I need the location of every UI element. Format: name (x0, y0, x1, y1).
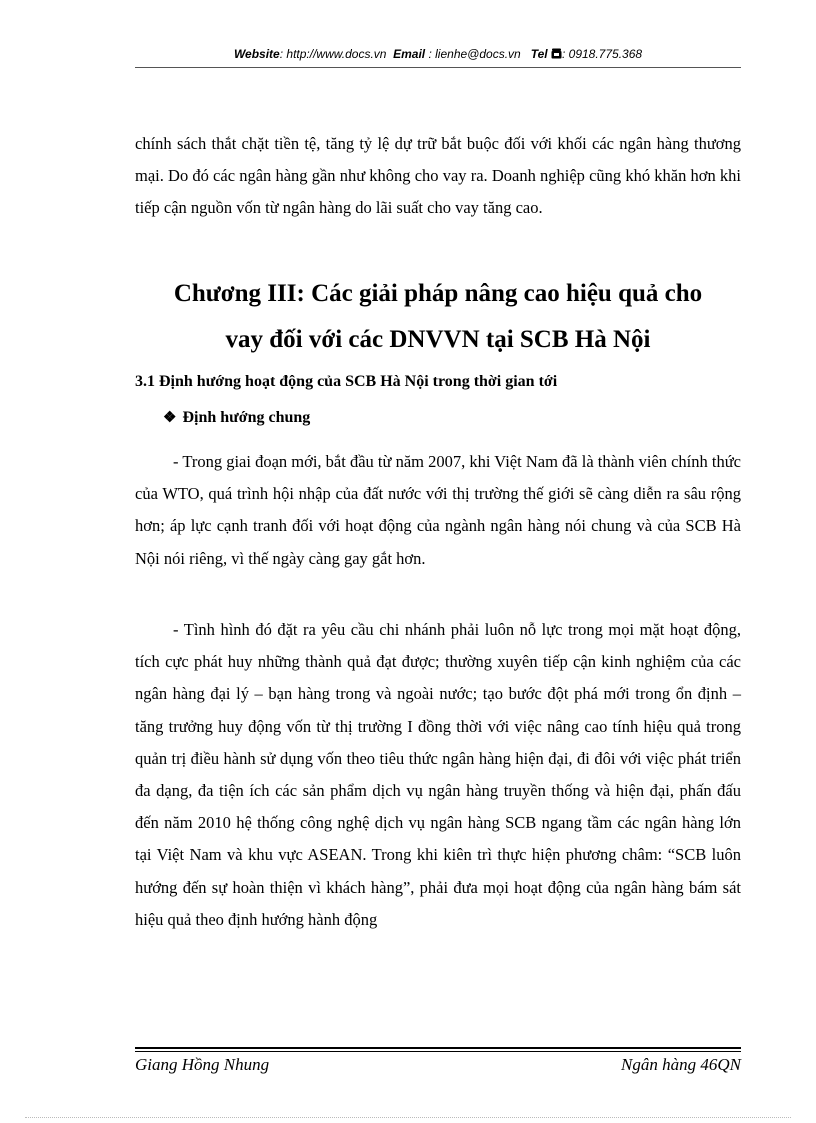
phone-icon (551, 48, 562, 59)
website-label: Website (233, 47, 280, 61)
subsection-heading (163, 408, 310, 427)
footer-rule-thin (135, 1051, 741, 1052)
tel-label: Tel (530, 47, 548, 61)
page-header (135, 47, 741, 61)
website-value: : http://www.docs.vn (279, 47, 387, 61)
chapter-title (135, 274, 741, 360)
footer-class: Ngân hàng 46QN (621, 1055, 741, 1074)
footer-rule (135, 1047, 741, 1049)
chapter-title-line-1: Chương III: Các giải pháp nâng cao hiệu quả cho (173, 280, 703, 307)
section-heading: 3.1 Định hướng hoạt động của SCB Hà Nội trong thời gian tới (135, 373, 558, 390)
chapter-title-line-2: vay đối với các DNVVN tại SCB Hà Nội (225, 326, 651, 353)
paragraph-1: chính sách thắt chặt tiền tệ, tăng tỷ lệ dự trữ bắt buộc đối với khối các ngân hàng thương mại. Do đó các ngân hàng gần như không cho vay ra. Doanh nghiệp cũng khó khăn hơn khi tiếp cận nguồn vốn từ ngân hàng do lãi suất cho vay tăng cao. (135, 134, 741, 218)
paragraph-2-text: - Trong giai đoạn mới, bắt đầu từ năm 2007, khi Việt Nam đã là thành viên chính thức của WTO, quá trình hội nhập của đất nước với thị trường thế giới sẽ càng diễn ra sâu rộng hơn; áp lực cạnh tranh đối với hoạt động của ngành ngân hàng nói chung và của SCB Hà Nội nói riêng, vì thế ngày càng gay gắt hơn. (135, 452, 741, 568)
footer-author: Giang Hồng Nhung (135, 1055, 270, 1074)
paragraph-2 (135, 446, 741, 575)
paragraph-3 (135, 614, 741, 936)
subsection-title: Định hướng chung (182, 409, 311, 426)
tel-value: : 0918.775.368 (561, 47, 643, 61)
paragraph-3-text: - Tình hình đó đặt ra yêu cầu chi nhánh phải luôn nỗ lực trong mọi mặt hoạt động, tích cực phát huy những thành quả đạt được; thường xuyên tiếp cận kinh nghiệm của các ngân hàng đại lý – bạn hàng trong và ngoài nước; tạo bước đột phá mới trong ổn định – tăng trưởng huy động vốn từ thị trường I đồng thời với việc nâng cao tính hiệu quả trong quản trị điều hành sử dụng vốn theo tiêu thức ngân hàng hiện đại, đi đôi với việc phát triển đa dạng, đa tiện ích các sản phẩm dịch vụ ngân hàng truyền thống và hiện đại, phấn đấu đến năm 2010 hệ thống công nghệ dịch vụ ngân hàng SCB ngang tầm các ngân hàng lớn tại Việt Nam và khu vực ASEAN. Trong khi kiên trì thực hiện phương châm: “SCB luôn hướng đến sự hoàn thiện vì khách hàng”, phải đưa mọi hoạt động của ngân hàng bám sát hiệu quả theo định hướng hành động (135, 620, 741, 929)
page-bottom-divider (25, 1117, 791, 1118)
email-value: : lienhe@docs.vn (425, 47, 521, 61)
email-label: Email (393, 47, 426, 61)
header-rule (135, 67, 741, 68)
diamond-bullet-icon: ❖ (163, 410, 177, 426)
